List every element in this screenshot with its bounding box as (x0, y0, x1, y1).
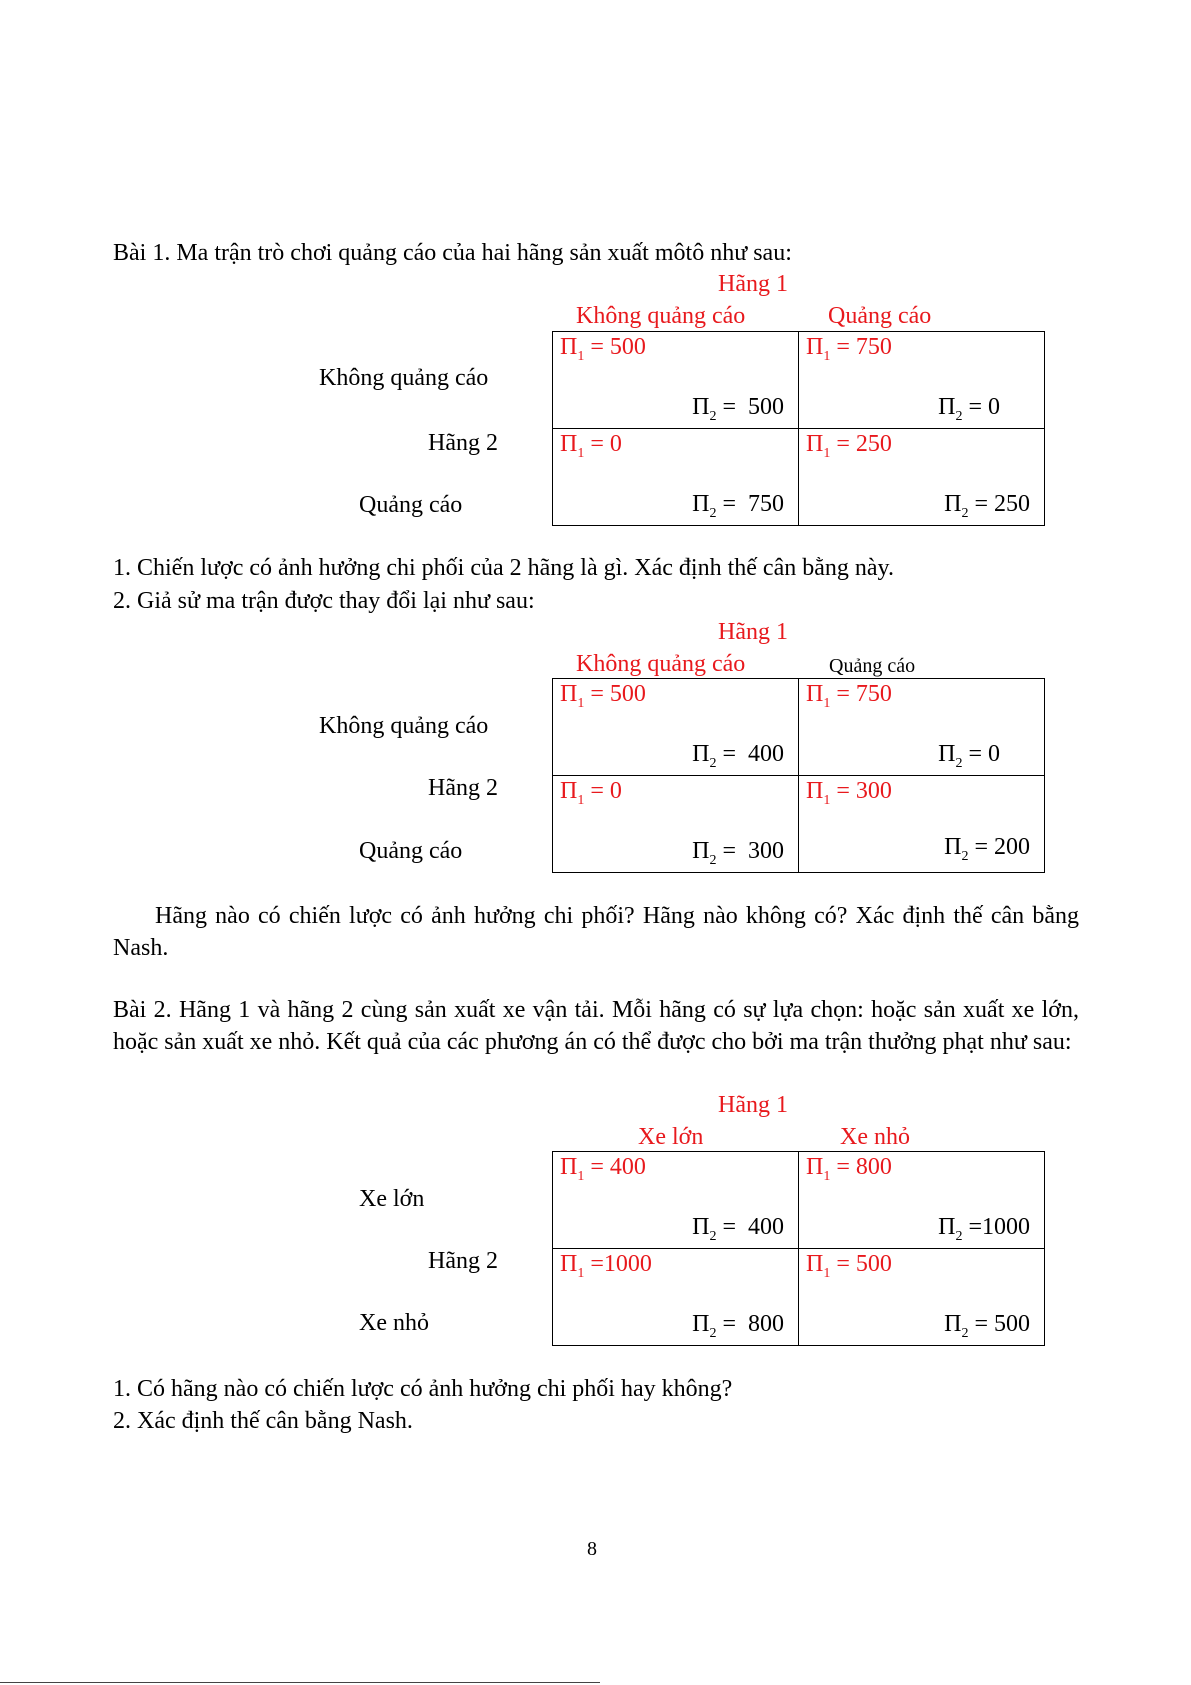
payoff-cell (553, 679, 799, 776)
payoff-cell (553, 332, 799, 429)
payoff-firm2: $\Pi_2 = 0$ (938, 394, 1000, 424)
payoff-firm1: $\Pi_1 = 0$ (560, 778, 622, 808)
bai1-firm2-label: Hãng 2 (428, 430, 498, 456)
payoff-firm1: $\Pi_1 = 750$ (806, 681, 892, 711)
payoff-firm2: $\Pi_2 = 250$ (944, 491, 1030, 521)
bai1-payoff-matrix (552, 331, 1045, 526)
bai2-row-label-large: Xe lớn (359, 1186, 425, 1212)
bai2-payoff-matrix (552, 1151, 1045, 1346)
payoff-firm1: $\Pi_1 = 400$ (560, 1154, 646, 1184)
bai1b-row-label-ad: Quảng cáo (359, 838, 463, 864)
bai1b-col-label-ad: Quảng cáo (829, 655, 916, 677)
bai1-row-label-ad: Quảng cáo (359, 492, 463, 518)
payoff-firm1: $\Pi_1 = 300$ (806, 778, 892, 808)
payoff-firm1: $\Pi_1 = 800$ (806, 1154, 892, 1184)
footer-divider (0, 1682, 600, 1683)
payoff-cell (553, 429, 799, 526)
payoff-firm1: $\Pi_1 = 500$ (560, 334, 646, 364)
payoff-cell (553, 1152, 799, 1249)
bai1-firm1-label: Hãng 1 (718, 271, 788, 297)
bai1-question-2: 2. Giả sử ma trận được thay đổi lại như sau: (113, 588, 535, 614)
bai2-row-label-small: Xe nhỏ (359, 1310, 429, 1336)
bai2-intro: Bài 2. Hãng 1 và hãng 2 cùng sản xuất xe vận tải. Mỗi hãng có sự lựa chọn: hoặc sản xuất xe lớn, hoặc sản xuất xe nhỏ. Kết quả của các phương án có thể được cho bởi ma trận thưởng phạt như sau: (113, 997, 1079, 1055)
bai1b-col-label-no-ad: Không quảng cáo (576, 651, 746, 677)
bai2-col-label-small: Xe nhỏ (840, 1124, 910, 1150)
payoff-cell (553, 776, 799, 873)
payoff-cell (799, 1249, 1045, 1346)
payoff-firm1: $\Pi_1 = 500$ (806, 1251, 892, 1281)
payoff-cell (799, 429, 1045, 526)
bai2-firm1-label: Hãng 1 (718, 1092, 788, 1118)
bai1b-payoff-matrix (552, 678, 1045, 873)
bai1b-row-label-no-ad: Không quảng cáo (319, 713, 489, 739)
bai2-col-label-large: Xe lớn (638, 1124, 704, 1150)
bai1b-firm2-label: Hãng 2 (428, 775, 498, 801)
bai2-question-2: 2. Xác định thế cân bằng Nash. (113, 1408, 413, 1434)
bai1-row-label-no-ad: Không quảng cáo (319, 365, 489, 391)
bai1b-firm1-label: Hãng 1 (718, 619, 788, 645)
payoff-firm1: $\Pi_1 = 250$ (806, 431, 892, 461)
bai2-firm2-label: Hãng 2 (428, 1248, 498, 1274)
payoff-firm2: $\Pi_2 = 500$ (692, 394, 784, 424)
bai1-intro: Bài 1. Ma trận trò chơi quảng cáo của hai hãng sản xuất môtô như sau: (113, 240, 792, 266)
payoff-cell (799, 679, 1045, 776)
payoff-firm2: $\Pi_2 = 200$ (944, 834, 1030, 864)
payoff-cell (799, 776, 1045, 873)
payoff-firm1: $\Pi_1 = 500$ (560, 681, 646, 711)
bai1-col-label-no-ad: Không quảng cáo (576, 303, 746, 329)
payoff-firm2: $\Pi_2 = 750$ (692, 491, 784, 521)
payoff-firm2: $\Pi_2 = 800$ (692, 1311, 784, 1341)
payoff-cell (799, 332, 1045, 429)
payoff-firm1: $\Pi_1 =1000$ (560, 1251, 652, 1281)
bai1-question-1: 1. Chiến lược có ảnh hưởng chi phối của 2 hãng là gì. Xác định thế cân bằng này. (113, 555, 894, 581)
payoff-firm2: $\Pi_2 = 400$ (692, 1214, 784, 1244)
bai1b-question: Hãng nào có chiến lược có ảnh hưởng chi phối? Hãng nào không có? Xác định thế cân bằng Nash. (113, 903, 1079, 961)
bai2-question-1: 1. Có hãng nào có chiến lược có ảnh hưởng chi phối hay không? (113, 1376, 733, 1402)
payoff-firm2: $\Pi_2 =1000$ (938, 1214, 1030, 1244)
payoff-firm2: $\Pi_2 = 500$ (944, 1311, 1030, 1341)
payoff-firm2: $\Pi_2 = 400$ (692, 741, 784, 771)
payoff-firm2: $\Pi_2 = 0$ (938, 741, 1000, 771)
page-number: 8 (587, 1538, 597, 1560)
payoff-cell (553, 1249, 799, 1346)
payoff-cell (799, 1152, 1045, 1249)
bai1-col-label-ad: Quảng cáo (828, 303, 932, 329)
payoff-firm1: $\Pi_1 = 750$ (806, 334, 892, 364)
payoff-firm1: $\Pi_1 = 0$ (560, 431, 622, 461)
payoff-firm2: $\Pi_2 = 300$ (692, 838, 784, 868)
